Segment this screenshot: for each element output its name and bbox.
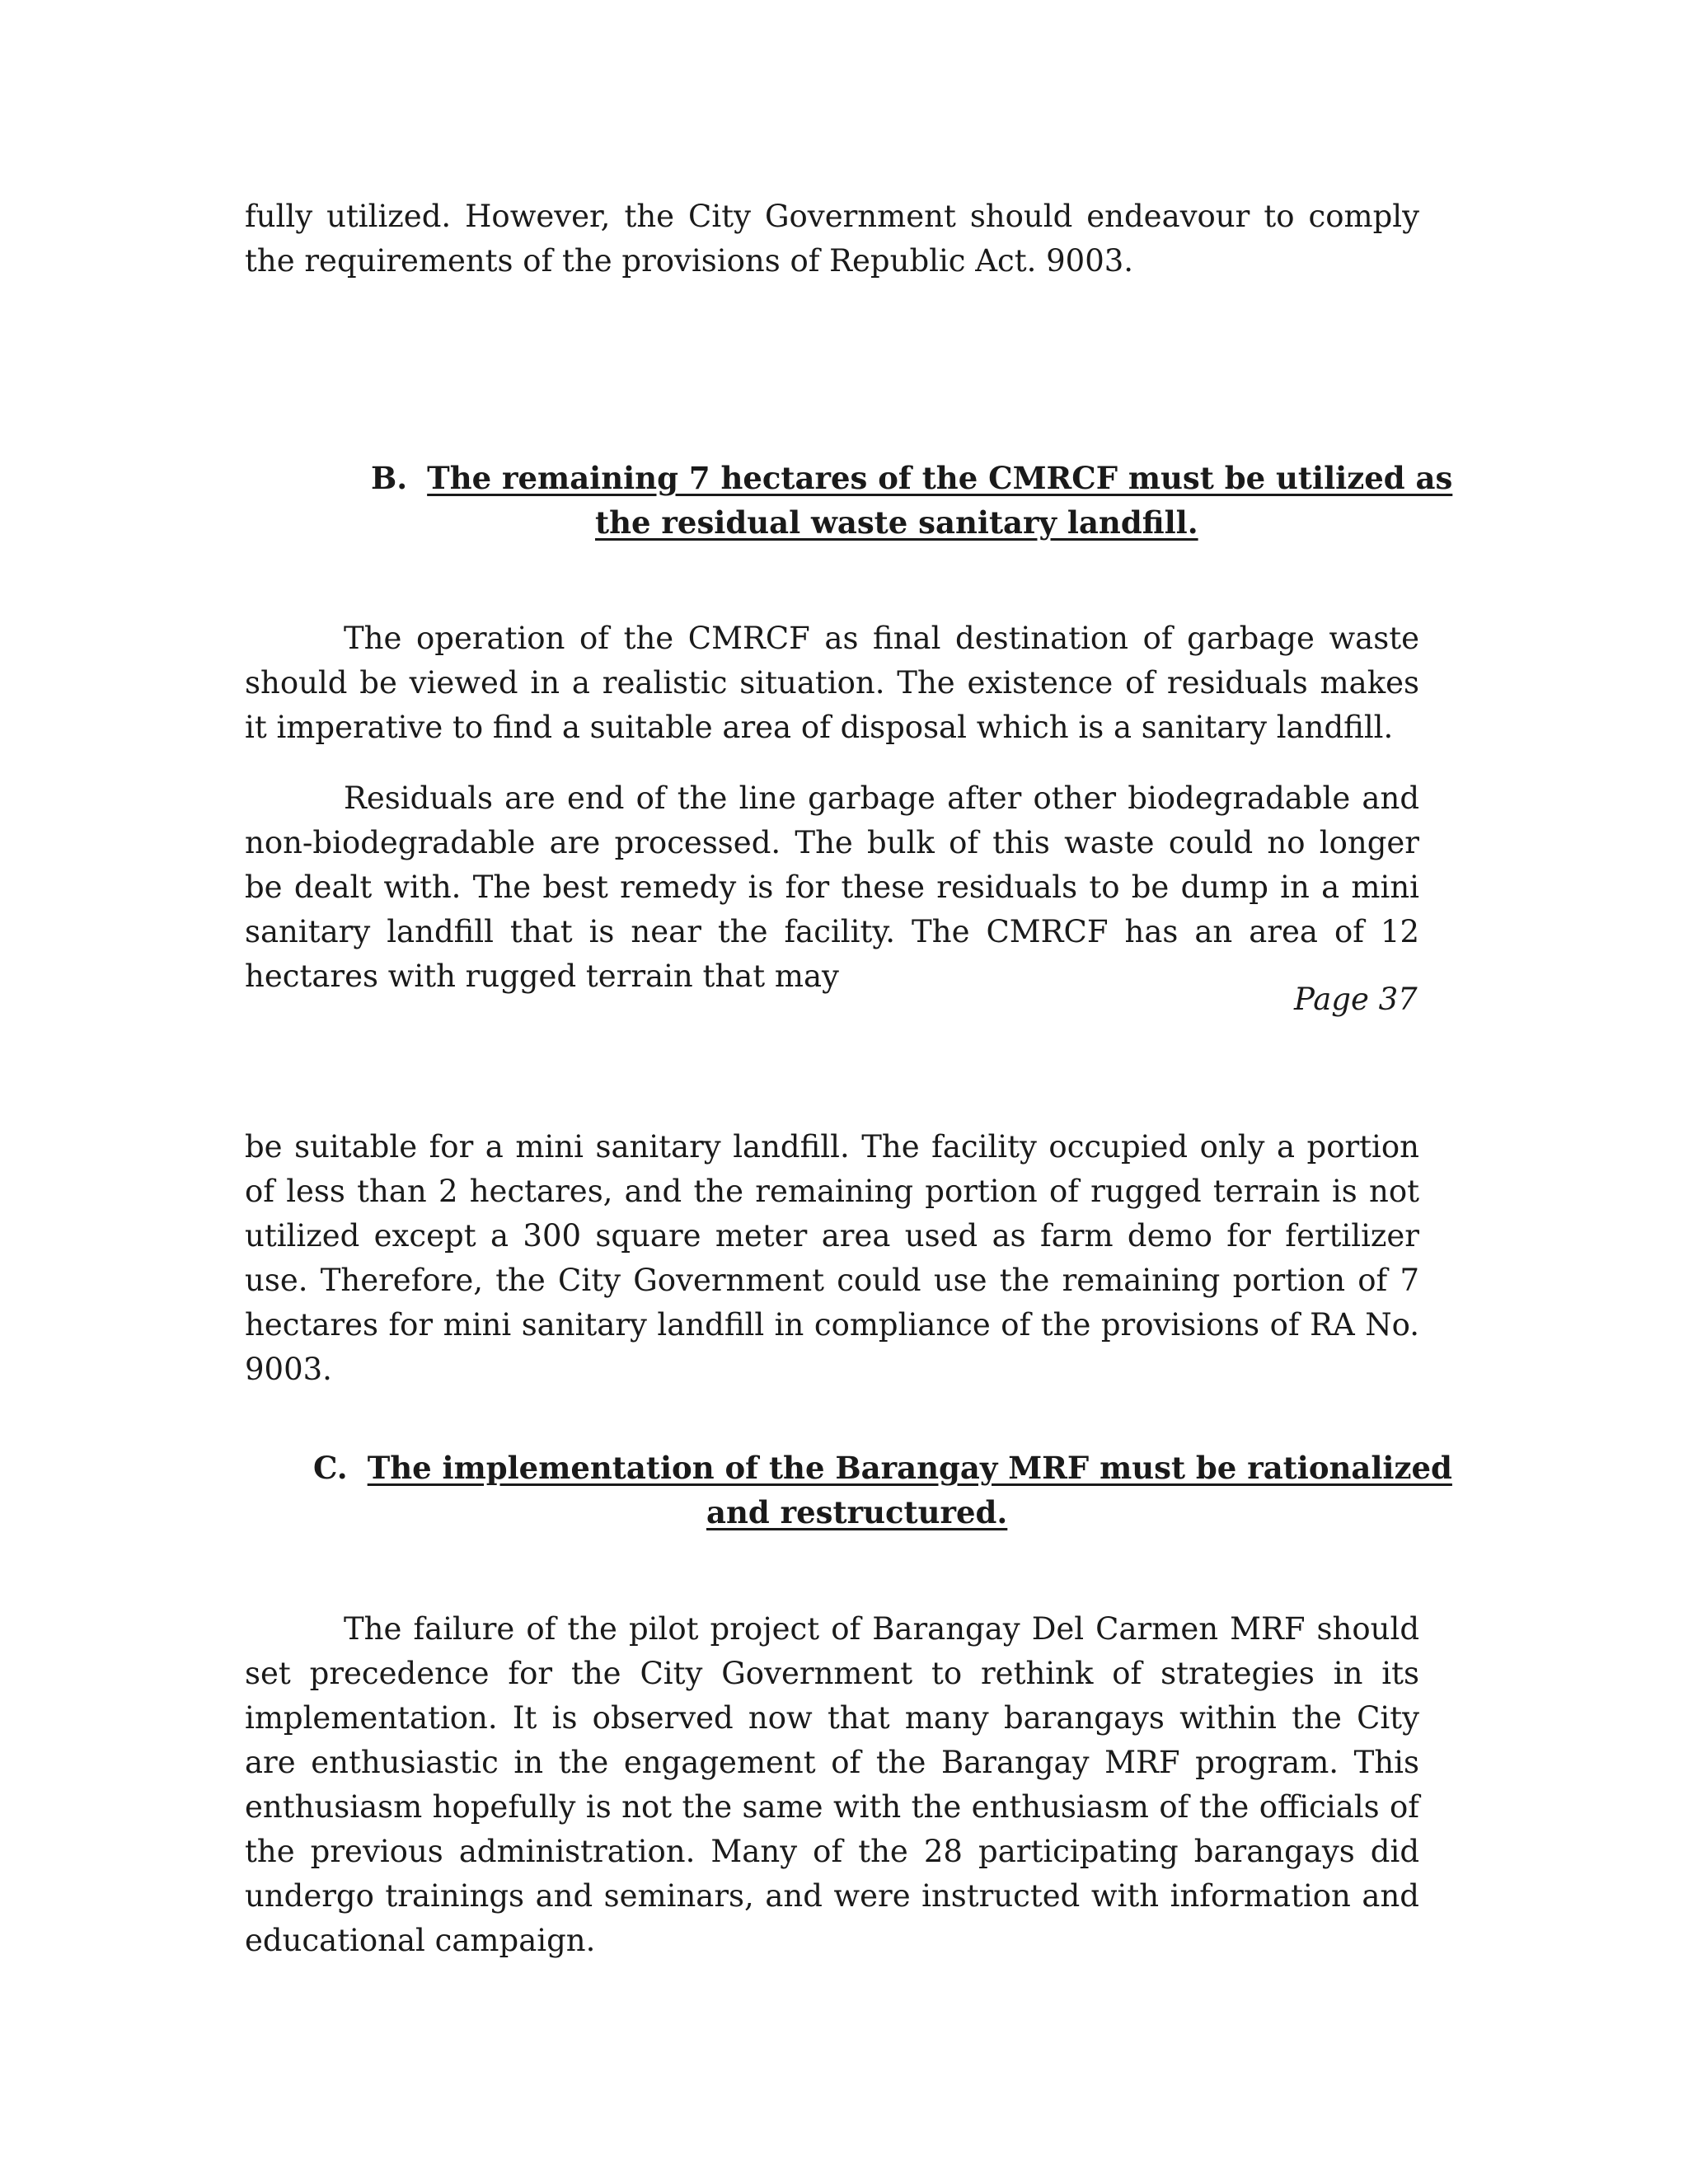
section-c-heading-line2	[706, 1490, 1007, 1535]
section-c-title-line1: The implementation of the Barangay MRF must be rationalized	[367, 1450, 1452, 1486]
section-c-letter: C.	[313, 1450, 348, 1486]
section-b-paragraph-2: Residuals are end of the line garbage after other biodegradable and non-biodegradable are processed. The bulk of this waste could no longer be dealt with. The best remedy is for these residuals to be dump in a mini sanitary landfill that is near the facility. The CMRCF has an area of 12 hectares with rugged terrain that may	[245, 780, 1419, 994]
section-c-title-line2: and restructured.	[706, 1494, 1008, 1530]
section-b-heading	[371, 456, 1452, 500]
top-paragraph: fully utilized. However, the City Government should endeavour to comply the requirements of the provisions of Republic Act. 9003.	[245, 199, 1419, 279]
section-c-paragraph: The failure of the pilot project of Barangay Del Carmen MRF should set precedence for the City Government to rethink of strategies in its implementation. It is observed now that many barangays within the City are enthusiastic in the engagement of the Barangay MRF program. This enthusiasm hopefully is not the same with the enthusiasm of the officials of the previous administration. Many of the 28 participating barangays did undergo trainings and seminars, and were instructed with information and educational campaign.	[245, 1611, 1419, 1958]
section-c-heading	[313, 1446, 1452, 1490]
section-b-title-line2: the residual waste sanitary landfill.	[595, 504, 1198, 541]
section-b-paragraph-1: The operation of the CMRCF as final destination of garbage waste should be viewed in a realistic situation. The existence of residuals makes it imperative to find a suitable area of disposal which is a sanitary landfill.	[245, 621, 1419, 745]
section-b-heading-line2	[595, 500, 1198, 545]
section-b-letter: B.	[371, 460, 408, 496]
continuation-paragraph: be suitable for a mini sanitary landfill. The facility occupied only a portion of less than 2 hectares, and the remaining portion of rugged terrain is not utilized except a 300 square meter area used as farm demo for fertilizer use. Therefore, the City Government could use the remaining portion of 7 hectares for mini sanitary landfill in compliance of the provisions of RA No. 9003.	[245, 1129, 1419, 1387]
page-number: Page 37	[1294, 982, 1418, 1017]
section-b-title-line1: The remaining 7 hectares of the CMRCF must be utilized as	[427, 460, 1453, 496]
